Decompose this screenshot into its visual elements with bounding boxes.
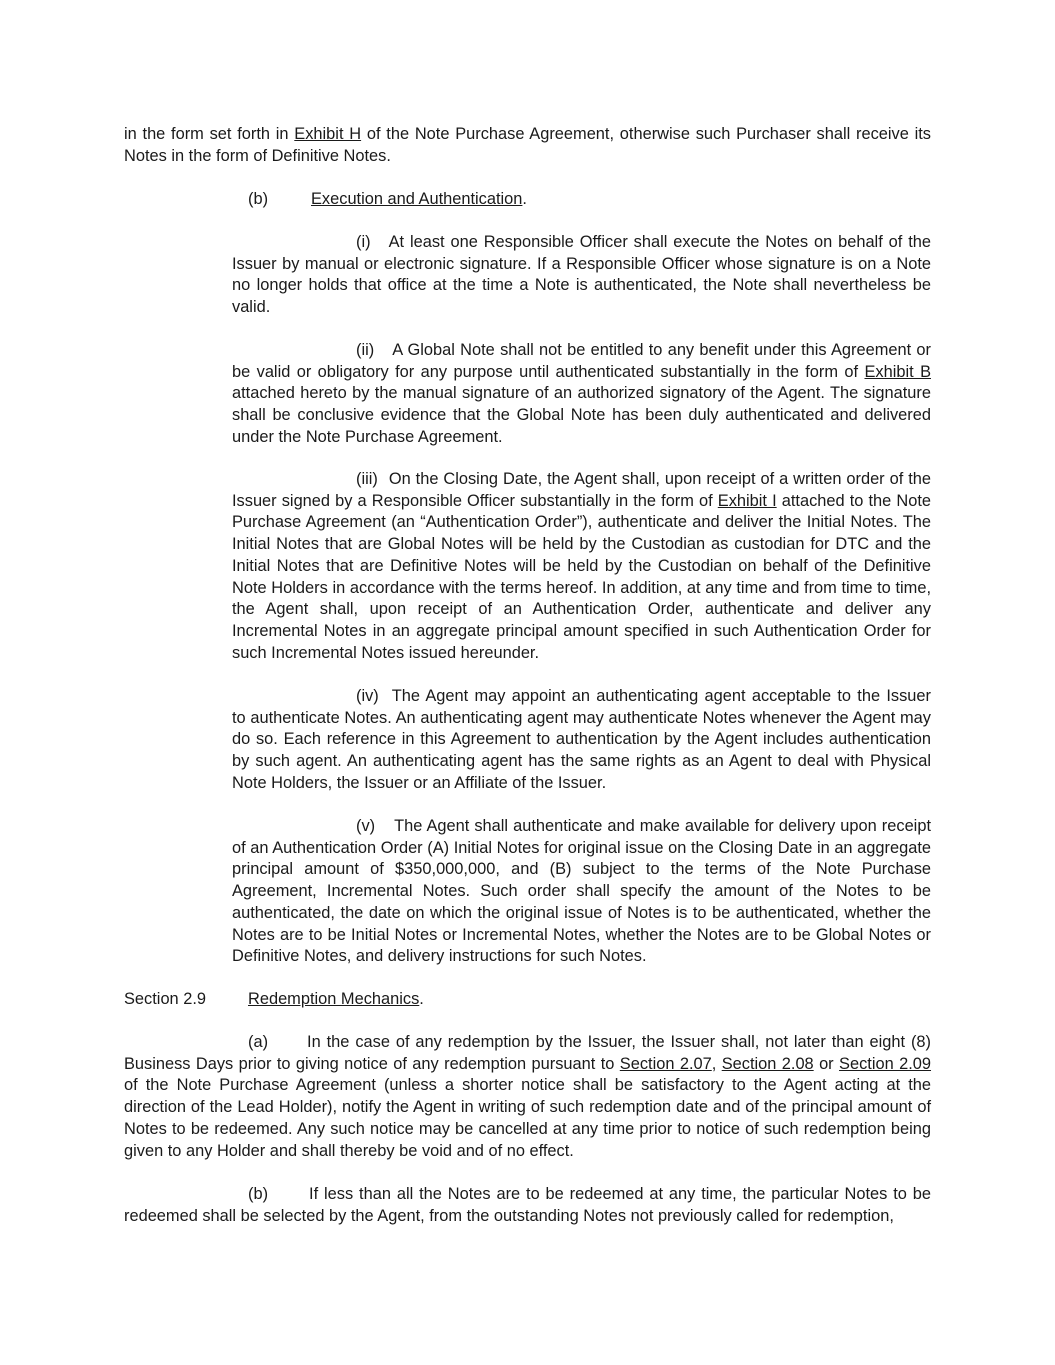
section-2-07-link[interactable]: Section 2.07 bbox=[619, 1054, 712, 1073]
item-ii-text-cont: attached hereto by the manual signature of an authorized signatory of the Agent. The signature shall be conclusive evidence that the Global Note has been duly authenticated and delivered under the Note Purchase Agreement. bbox=[232, 384, 931, 446]
section-a-text: In the case of any redemption by the Issuer, the Issuer shall, not later than eight (8) Business Days prior to giving notice of any redemption pursuant to bbox=[124, 1033, 931, 1073]
section-b-paragraph bbox=[124, 1184, 931, 1227]
subsection-b-heading bbox=[311, 189, 527, 211]
item-i-label: (i) bbox=[356, 233, 371, 251]
section-2-9-heading bbox=[248, 989, 424, 1011]
section-2-9-number: Section 2.9 bbox=[124, 990, 207, 1008]
item-ii-label: (ii) bbox=[356, 341, 375, 359]
section-a-label: (a) bbox=[248, 1033, 269, 1051]
item-iv-text: The Agent may appoint an authenticating agent acceptable to the Issuer to authenticate Notes. An authenticating agent may authenticate Notes whenever the Agent may do so. Each reference in this Agreement to authentication by the Agent includes authentication by such agent. An authenticating agent has the same rights as an Agent to deal with Physical Note Holders, the Issuer or an Affiliate of the Issuer. bbox=[232, 687, 931, 792]
section-b-label: (b) bbox=[248, 1185, 269, 1203]
exhibit-b-link[interactable]: Exhibit B bbox=[864, 362, 931, 381]
item-iii-text-cont: attached to the Note Purchase Agreement (an “Authentication Order”), authenticate and deliver the Initial Notes. The Initial Notes that are Global Notes will be held by the Custodian as custodian for DTC and the Initial Notes that are Definitive Notes will be held by the Custodian on behalf of the Definitive Note Holders in accordance with the terms hereof. In addition, at any time and from time to time, the Agent shall, upon receipt of an Authentication Order, authenticate and deliver any Incremental Notes in an aggregate principal amount specified in such Authentication Order for such Incremental Notes issued hereunder. bbox=[232, 491, 931, 662]
item-i-paragraph bbox=[232, 232, 931, 319]
exhibit-h-link[interactable]: Exhibit H bbox=[294, 125, 362, 143]
subsection-b-title: Execution and Authentication bbox=[311, 190, 523, 208]
item-iii-label: (iii) bbox=[356, 470, 378, 488]
section-2-09-link[interactable]: Section 2.09 bbox=[839, 1054, 932, 1073]
item-v-text: The Agent shall authenticate and make available for delivery upon receipt of an Authentication Order (A) Initial Notes for original issue on the Closing Date in an aggregate principal amount of $350,000,000, and (B) subject to the terms of the Note Purchase Agreement, Incremental Notes. Such order shall specify the amount of the Notes to be authenticated, the date on which the original issue of Notes is to be authenticated, whether the Notes are to be Initial Notes or Incremental Notes, whether the Notes are to be Global Notes or Definitive Notes, and delivery instructions for such Notes. bbox=[232, 817, 931, 966]
intro-text-cont: of the Note Purchase Agreement, otherwise such Purchaser shall receive its Notes in the form of Definitive Notes. bbox=[124, 125, 931, 165]
section-2-08-link[interactable]: Section 2.08 bbox=[721, 1054, 814, 1073]
section-2-9-period: . bbox=[419, 990, 424, 1008]
exhibit-i-link[interactable]: Exhibit I bbox=[717, 491, 777, 510]
item-v-label: (v) bbox=[356, 817, 376, 835]
intro-paragraph bbox=[124, 124, 931, 167]
item-iv-label: (iv) bbox=[356, 687, 379, 705]
subsection-b-label: (b) bbox=[248, 190, 269, 208]
section-a-sep-2: or bbox=[813, 1054, 840, 1073]
item-iii-text: On the Closing Date, the Agent shall, upon receipt of a written order of the Issuer signed by a Responsible Officer substantially in the form of bbox=[232, 470, 931, 510]
section-b-text: If less than all the Notes are to be redeemed at any time, the particular Notes to be redeemed shall be selected by the Agent, from the outstanding Notes not previously called for redemption, bbox=[124, 1185, 931, 1225]
item-v-paragraph bbox=[232, 816, 931, 968]
section-2-9-title: Redemption Mechanics bbox=[248, 990, 420, 1008]
section-a-sep-1: , bbox=[711, 1054, 722, 1073]
section-a-paragraph bbox=[124, 1032, 931, 1162]
item-iii-paragraph bbox=[232, 469, 931, 664]
item-iv-paragraph bbox=[232, 686, 931, 795]
subsection-b-period: . bbox=[522, 190, 527, 208]
item-ii-paragraph bbox=[232, 340, 931, 449]
item-i-text: At least one Responsible Officer shall execute the Notes on behalf of the Issuer by manual or electronic signature. If a Responsible Officer whose signature is on a Note no longer holds that office at the time a Note is authenticated, the Note shall nevertheless be valid. bbox=[232, 233, 931, 317]
section-a-text-cont: of the Note Purchase Agreement (unless a shorter notice shall be satisfactory to the Agent acting at the direction of the Lead Holder), notify the Agent in writing of such redemption date and of the principal amount of Notes to be redeemed. Any such notice may be cancelled at any time prior to notice of such redemption being given to any Holder and shall thereby be void and of no effect. bbox=[124, 1076, 931, 1160]
item-ii-text: A Global Note shall not be entitled to any benefit under this Agreement or be valid or obligatory for any purpose until authenticated substantially in the form of bbox=[232, 341, 931, 381]
intro-text: in the form set forth in bbox=[124, 125, 295, 143]
